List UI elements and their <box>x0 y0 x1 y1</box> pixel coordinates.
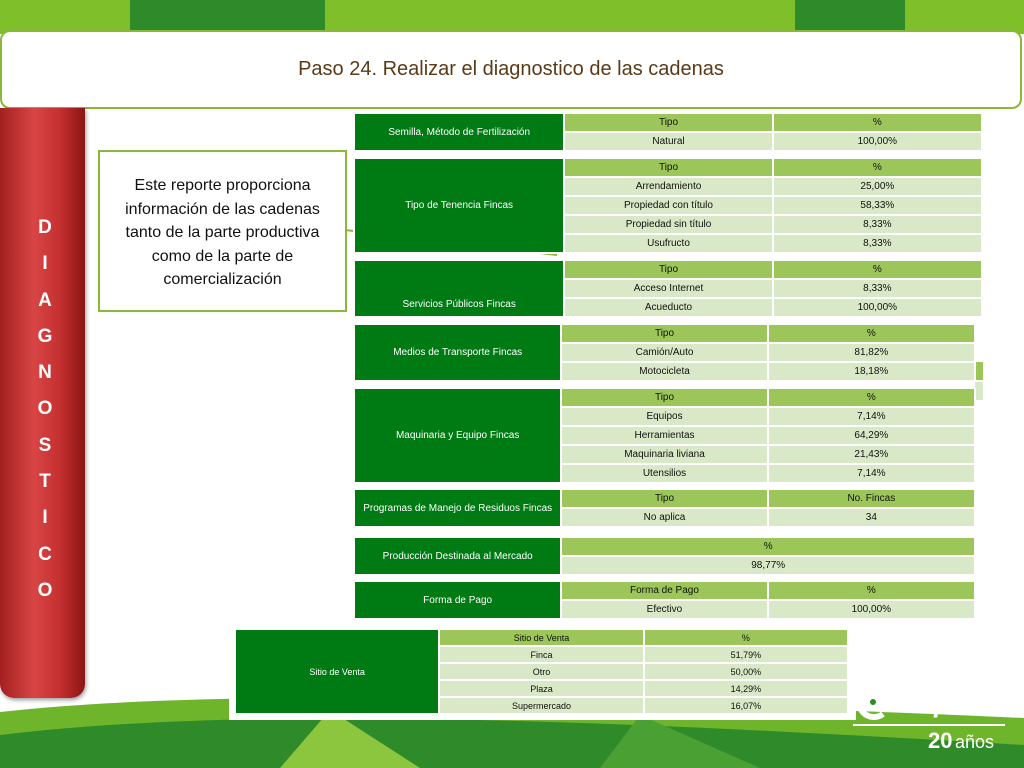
column-header: % <box>768 581 975 600</box>
column-header: Tipo <box>561 324 767 343</box>
table-servicios <box>353 259 983 318</box>
top-background-band <box>0 0 1024 34</box>
side-letter: S <box>38 434 52 456</box>
column-header: Tipo <box>561 388 767 407</box>
table-cell: 25,00% <box>773 177 982 196</box>
page-title: Paso 24. Realizar el diagnostico de las cadenas <box>298 58 724 80</box>
corpoica-logo <box>853 680 1013 755</box>
table-cell: 50,00% <box>644 663 848 680</box>
table-cell: 64,29% <box>768 426 975 445</box>
logo-brand-text: Corpoica <box>889 688 1003 718</box>
side-letter: O <box>37 579 53 601</box>
column-header: % <box>768 324 975 343</box>
table-cell: Herramientas <box>561 426 767 445</box>
table-cell: 7,14% <box>768 407 975 426</box>
table-semilla <box>353 112 983 152</box>
table-label: Medios de Transporte Fincas <box>354 324 561 381</box>
table-cell: Camión/Auto <box>561 343 767 362</box>
callout-text: Este reporte proporciona información de las cadenas tanto de la parte productiva como de la parte de comercialización <box>125 177 320 288</box>
column-header: Tipo <box>564 260 772 279</box>
side-letter: T <box>39 471 51 493</box>
column-header: % <box>773 113 982 132</box>
table-label: Tipo de Tenencia Fincas <box>354 158 564 253</box>
logo-anniversary-word: años <box>955 732 995 752</box>
column-header: Tipo <box>564 158 772 177</box>
table-cell: No aplica <box>561 508 767 527</box>
callout-text-box <box>98 150 347 312</box>
top-lime-band-left <box>0 0 130 34</box>
side-letter: D <box>38 217 52 238</box>
table-transporte <box>353 323 976 382</box>
table-cell: 16,07% <box>644 697 848 714</box>
table-produccion <box>353 536 976 576</box>
table-tenencia <box>353 157 983 254</box>
side-letter: N <box>38 362 52 384</box>
table-cell: Maquinaria liviana <box>561 445 767 464</box>
table-cell: 7,14% <box>768 464 975 483</box>
top-lime-band-middle <box>325 0 795 34</box>
column-header: % <box>768 388 975 407</box>
table-cell: Efectivo <box>561 600 767 619</box>
table-cell: 51,79% <box>644 646 848 663</box>
table-label: Maquinaria y Equipo Fincas <box>354 388 561 483</box>
table-cell: Equipos <box>561 407 767 426</box>
column-header: No. Fincas <box>768 489 975 508</box>
side-letter: I <box>42 253 48 275</box>
table-cell: Natural <box>564 132 772 151</box>
table-pago <box>353 580 976 620</box>
top-lime-band-right <box>905 0 1024 34</box>
table-label: Semilla, Método de Fertilización <box>354 113 564 151</box>
table-cell: 98,77% <box>561 556 975 575</box>
table-cell: Usufructo <box>564 234 772 253</box>
logo-divider <box>853 724 1005 726</box>
table-venta <box>234 628 849 715</box>
table-label: Programas de Manejo de Residuos Fincas <box>354 489 561 527</box>
side-letter: I <box>42 507 48 529</box>
table-cell: Propiedad sin título <box>564 215 772 234</box>
table-label: Forma de Pago <box>354 581 561 619</box>
title-box <box>0 30 1022 109</box>
table-cell: 100,00% <box>768 600 975 619</box>
column-header: % <box>773 158 982 177</box>
table-maquinaria <box>353 387 976 484</box>
table-cell: Arrendamiento <box>564 177 772 196</box>
column-header: Sitio de Venta <box>439 629 643 646</box>
table-cell: 18,18% <box>768 362 975 381</box>
table-cell: Supermercado <box>439 697 643 714</box>
table-cell: 81,82% <box>768 343 975 362</box>
table-cell: Otro <box>439 663 643 680</box>
table-cell: 8,33% <box>773 234 982 253</box>
corpoica-emblem-icon <box>855 682 889 722</box>
table-cell: Plaza <box>439 680 643 697</box>
table-cell: Utensilios <box>561 464 767 483</box>
table-label: Sitio de Venta <box>235 629 439 714</box>
table-cell: 100,00% <box>773 298 982 317</box>
column-header: % <box>773 260 982 279</box>
side-letter: O <box>37 398 53 420</box>
column-header: % <box>561 537 975 556</box>
column-header: % <box>644 629 848 646</box>
diagnostico-vertical-label <box>30 210 60 609</box>
hidden-table-remnant <box>975 320 983 416</box>
table-cell: 14,29% <box>644 680 848 697</box>
table-cell: Finca <box>439 646 643 663</box>
column-header: Tipo <box>564 113 772 132</box>
table-residuos <box>353 488 976 528</box>
table-label: Servicios Públicos Fincas <box>354 260 564 317</box>
table-cell: Motocicleta <box>561 362 767 381</box>
column-header: Tipo <box>561 489 767 508</box>
table-cell: 34 <box>768 508 975 527</box>
table-cell: 58,33% <box>773 196 982 215</box>
logo-anniversary-number: 20 <box>928 728 953 753</box>
side-letter: A <box>38 289 52 311</box>
table-cell: 21,43% <box>768 445 975 464</box>
table-cell: Acceso Internet <box>564 279 772 298</box>
table-cell: 8,33% <box>773 279 982 298</box>
table-cell: 100,00% <box>773 132 982 151</box>
column-header: Forma de Pago <box>561 581 767 600</box>
side-letter: G <box>37 325 53 347</box>
table-cell: 8,33% <box>773 215 982 234</box>
side-letter: C <box>38 543 52 565</box>
table-label: Producción Destinada al Mercado <box>354 537 561 575</box>
table-cell: Acueducto <box>564 298 772 317</box>
table-cell: Propiedad con título <box>564 196 772 215</box>
